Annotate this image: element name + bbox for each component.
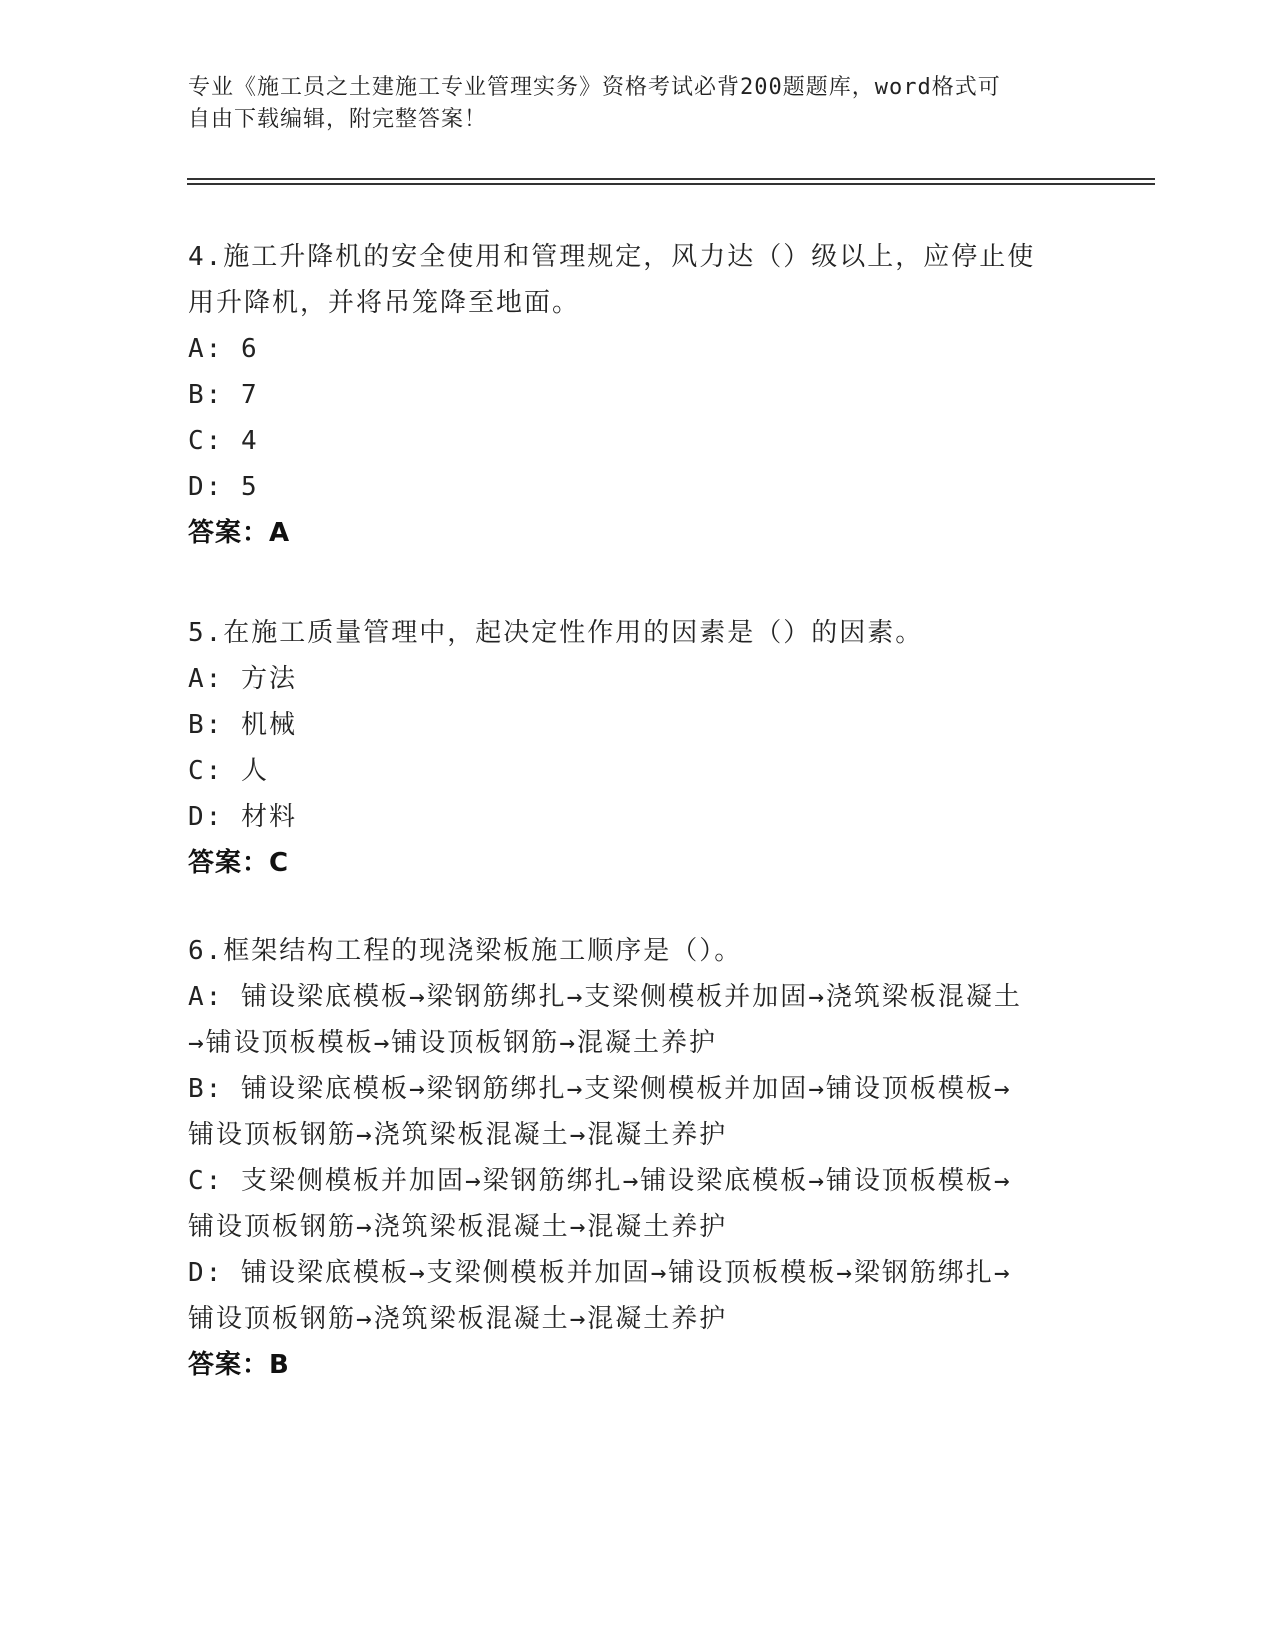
option-b: B: 机械 xyxy=(188,710,297,740)
answer-label: 答案：C xyxy=(188,848,290,878)
document-header xyxy=(188,72,1088,136)
option-b: B: 7 xyxy=(188,380,259,410)
option-c: C: 4 xyxy=(188,426,259,456)
answer-label: 答案：B xyxy=(188,1350,290,1380)
header-title-line-2: 自由下载编辑，附完整答案！ xyxy=(188,107,488,132)
option-d: D: 5 xyxy=(188,472,259,502)
option-b: B: 铺设梁底模板→梁钢筋绑扎→支梁侧模板并加固→铺设顶板模板→ xyxy=(188,1074,1012,1104)
header-divider-top xyxy=(187,178,1155,180)
option-a-continued: →铺设顶板模板→铺设顶板钢筋→混凝土养护 xyxy=(188,1028,717,1058)
option-c: C: 支梁侧模板并加固→梁钢筋绑扎→铺设梁底模板→铺设顶板模板→ xyxy=(188,1166,1012,1196)
option-a: A: 铺设梁底模板→梁钢筋绑扎→支梁侧模板并加固→浇筑梁板混凝土 xyxy=(188,982,1022,1012)
option-b-continued: 铺设顶板钢筋→浇筑梁板混凝土→混凝土养护 xyxy=(188,1120,728,1150)
question-text: 4.施工升降机的安全使用和管理规定，风力达（）级以上，应停止使 xyxy=(188,242,1036,272)
option-c-continued: 铺设顶板钢筋→浇筑梁板混凝土→混凝土养护 xyxy=(188,1212,728,1242)
option-d: D: 材料 xyxy=(188,802,297,832)
option-a: A: 6 xyxy=(188,334,259,364)
answer-label: 答案：A xyxy=(188,518,291,548)
question-text: 6.框架结构工程的现浇梁板施工顺序是（）。 xyxy=(188,936,743,966)
option-c: C: 人 xyxy=(188,756,269,786)
header-title-line-1: 专业《施工员之土建施工专业管理实务》资格考试必背200题题库，word格式可 xyxy=(188,75,1001,100)
question-text: 5.在施工质量管理中，起决定性作用的因素是（）的因素。 xyxy=(188,618,924,648)
question-4 xyxy=(188,234,1088,556)
option-a: A: 方法 xyxy=(188,664,297,694)
option-d-continued: 铺设顶板钢筋→浇筑梁板混凝土→混凝土养护 xyxy=(188,1304,728,1334)
question-text-continued: 用升降机，并将吊笼降至地面。 xyxy=(188,288,581,318)
option-d: D: 铺设梁底模板→支梁侧模板并加固→铺设顶板模板→梁钢筋绑扎→ xyxy=(188,1258,1012,1288)
header-divider-bottom xyxy=(187,183,1155,185)
question-5 xyxy=(188,610,1088,886)
question-6 xyxy=(188,928,1088,1388)
